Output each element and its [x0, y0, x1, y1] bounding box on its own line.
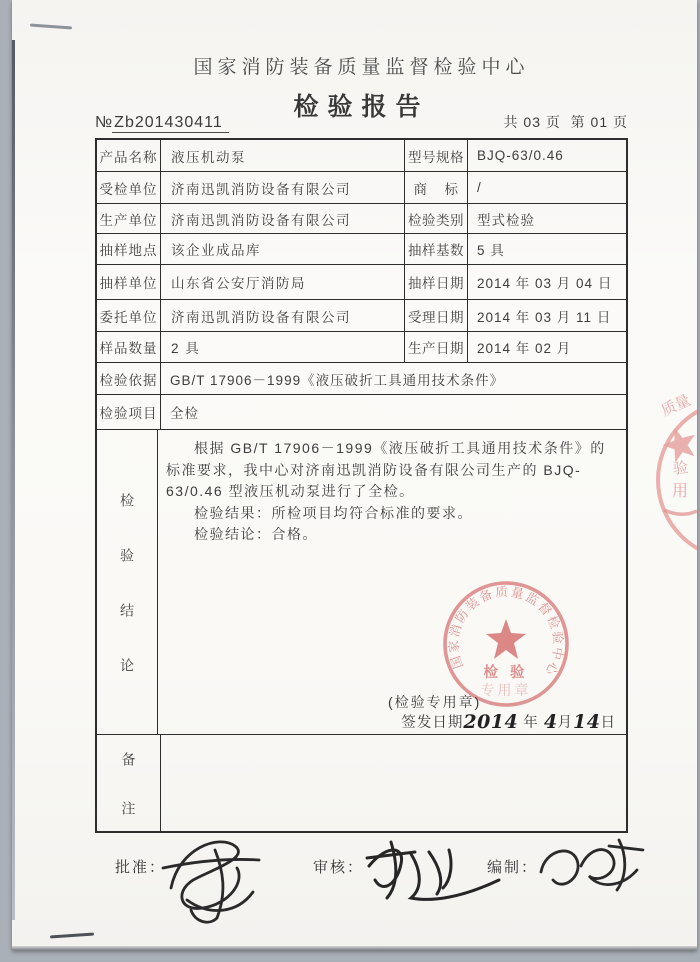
- stamp-ring-text: 国家消防装备质量监督检验中心: [446, 584, 566, 680]
- conclusion-paragraph: 检验结论：合格。: [194, 526, 318, 542]
- table-row: [97, 172, 626, 204]
- table-row: [97, 140, 626, 172]
- row-value: GB/T 17906－1999《液压破折工具通用技术条件》: [170, 372, 505, 388]
- remark-cell: [161, 735, 626, 831]
- row-label: 抽样单位: [97, 265, 161, 299]
- row-label: 生产单位: [97, 204, 161, 233]
- row-value2: 2014 年 02 月: [477, 341, 572, 356]
- stamp-note: (检验专用章): [388, 694, 482, 710]
- month-char: 月: [557, 715, 574, 731]
- issue-day: 14: [573, 711, 601, 733]
- table-row: [97, 204, 626, 234]
- row-label2: 受理日期: [405, 300, 468, 331]
- issue-date-label: 签发日期: [401, 715, 464, 731]
- seam-stamp-partial: [642, 392, 697, 567]
- table-row: [97, 332, 626, 363]
- row-value2: 2014 年 03 月 04 日: [477, 276, 613, 291]
- row-label2: 生产日期: [405, 332, 468, 362]
- remark-row: [97, 735, 626, 850]
- issue-year: 2014: [463, 711, 519, 733]
- page-title: 检验报告: [293, 93, 430, 121]
- row-value: 济南迅凯消防设备有限公司: [161, 172, 405, 203]
- seam-stamp-text: 用: [672, 483, 689, 500]
- fold-mark-bottom: [50, 932, 94, 938]
- stamp-star-icon: [486, 619, 526, 659]
- report-table: [95, 138, 628, 850]
- issue-date-line: [401, 710, 616, 732]
- no-symbol: №: [95, 114, 113, 131]
- remark-label: [97, 735, 161, 850]
- stamp-line1: 检 验: [483, 665, 529, 681]
- conclusion-paragraph: 检验结果：所检项目均符合标准的要求。: [194, 504, 473, 521]
- table-row: [97, 265, 626, 300]
- row-value: 济南迅凯消防设备有限公司: [161, 300, 405, 331]
- center-name: 国家消防装备质量监督检验中心: [193, 57, 530, 78]
- row-label: 检验项目: [97, 395, 161, 429]
- review-label: 审核：: [313, 859, 365, 876]
- fold-mark-top: [30, 24, 72, 30]
- issue-month: 4: [543, 711, 558, 733]
- table-row: [97, 234, 626, 265]
- row-value: 济南迅凯消防设备有限公司: [161, 204, 405, 233]
- conclusion-cell: [158, 430, 626, 734]
- row-label: 样品数量: [97, 332, 161, 362]
- row-value: 2 具: [161, 332, 405, 362]
- row-value: 山东省公安厅消防局: [161, 265, 405, 299]
- row-value2: 2014 年 03 月 11 日: [477, 309, 612, 325]
- review-signature: [357, 836, 507, 921]
- row-value2: /: [477, 180, 482, 195]
- prepare-label: 编制：: [487, 859, 539, 876]
- report-number-value: Zb201430411: [112, 114, 229, 133]
- row-value: 全检: [170, 406, 199, 421]
- approve-signature: [157, 830, 282, 930]
- paper-bottom-edge: [12, 946, 697, 950]
- row-label2: 型号规格: [405, 140, 468, 171]
- row-label2: 抽样日期: [405, 265, 468, 299]
- scanned-report-page: [12, 0, 697, 950]
- row-label: 检验依据: [97, 363, 161, 394]
- footer-signatures: [95, 842, 628, 942]
- conclusion-label: [97, 430, 158, 734]
- row-label: 抽样地点: [97, 234, 161, 264]
- report-number-line: [95, 112, 628, 132]
- conclusion-text: [166, 438, 618, 546]
- conclusion-label-text: 检验结论: [119, 492, 135, 713]
- row-label: 委托单位: [97, 300, 161, 331]
- row-value2: 5 具: [477, 243, 505, 258]
- row-value2: 型式检验: [477, 212, 535, 228]
- row-label2: 商 标: [405, 172, 468, 203]
- year-char: 年: [523, 715, 539, 731]
- table-wide-row: [97, 395, 626, 430]
- report-number: [95, 114, 229, 132]
- row-label2: 抽样基数: [405, 234, 468, 264]
- approve-label: 批准：: [115, 859, 167, 876]
- remark-label-text: 备注: [120, 751, 137, 850]
- table-row: [97, 300, 626, 332]
- table-wide-row: [97, 363, 626, 395]
- stamp-line2: 专用章: [480, 682, 532, 698]
- prepare-signature: [531, 832, 651, 912]
- row-value: 该企业成品库: [161, 234, 405, 264]
- row-value: 液压机动泵: [161, 140, 405, 171]
- day-char: 日: [600, 715, 616, 731]
- conclusion-paragraph: 根据 GB/T 17906－1999《液压破折工具通用技术条件》的标准要求，我中心对济南迅凯消防设备有限公司生产的 BJQ-63/0.46 型液压机动泵进行了全检。: [166, 440, 606, 499]
- pagination: 共 03 页 第 01 页: [503, 114, 628, 130]
- seam-stamp-text: 质量: [658, 392, 694, 420]
- scan-edge-shadow: [12, 40, 15, 920]
- conclusion-row: [97, 430, 626, 735]
- row-label: 产品名称: [97, 140, 161, 171]
- seam-stamp-text: 验: [672, 459, 690, 478]
- row-label: 受检单位: [97, 172, 161, 203]
- row-value2: BJQ-63/0.46: [477, 148, 564, 163]
- row-label2: 检验类别: [405, 204, 468, 233]
